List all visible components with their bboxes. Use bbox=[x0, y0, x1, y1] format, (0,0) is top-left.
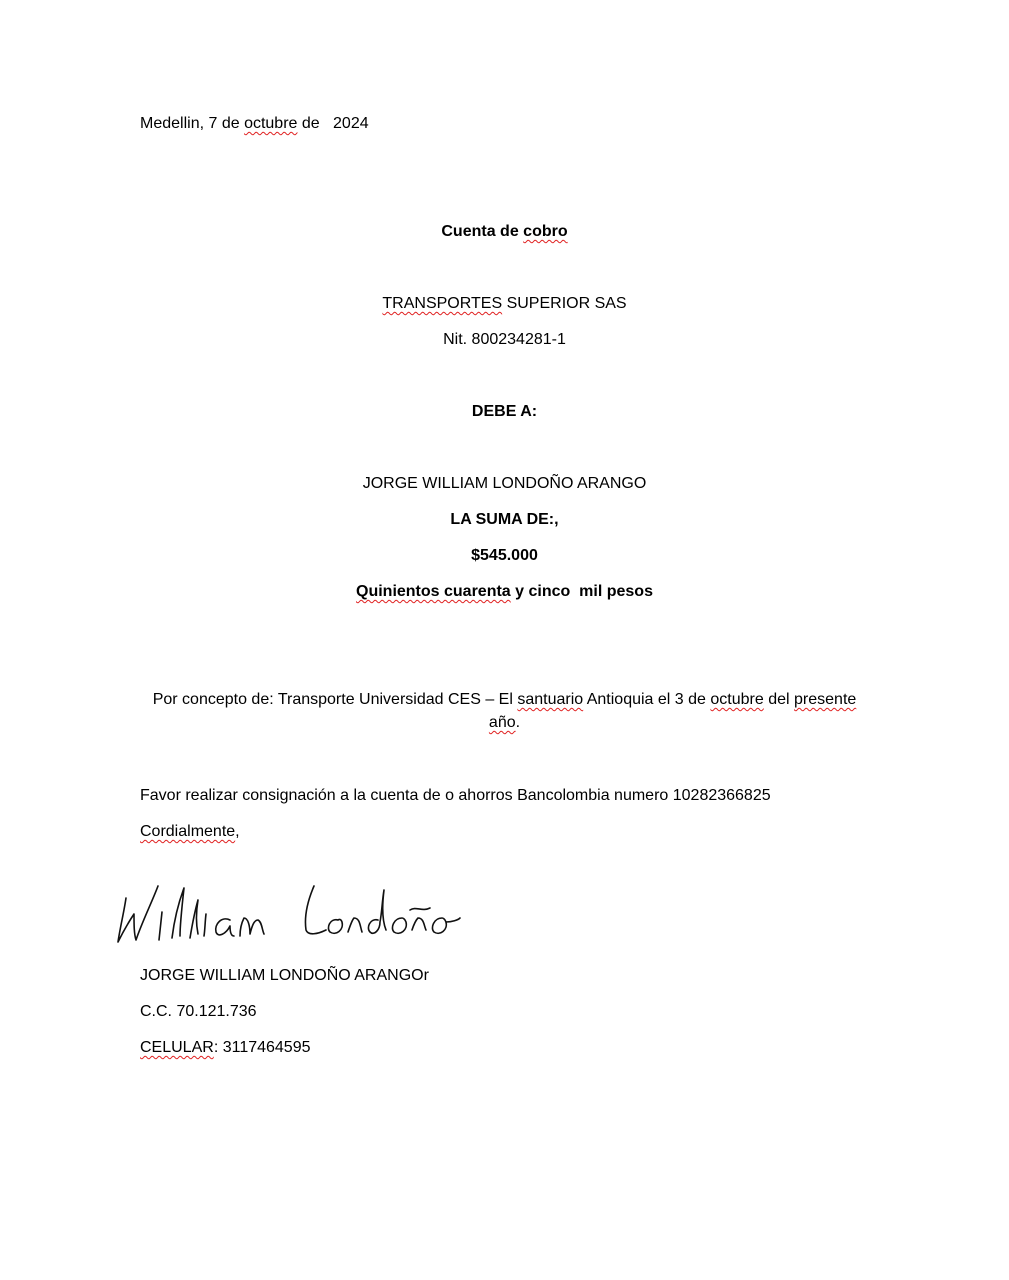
handwritten-signature bbox=[112, 872, 472, 952]
spellcheck-word: cobro bbox=[523, 223, 568, 240]
spellcheck-word: presente bbox=[794, 691, 857, 708]
signer-phone: CELULAR: 3117464595 bbox=[140, 1039, 311, 1056]
suma-label: LA SUMA DE:, bbox=[450, 511, 559, 528]
concept-line-1: Por concepto de: Transporte Universidad CES – El santuario Antioquia el 3 de octubre del presente bbox=[152, 691, 857, 708]
amount-value: $545.000 bbox=[471, 547, 538, 564]
debe-heading: DEBE A: bbox=[471, 403, 538, 420]
payment-instructions: Favor realizar consignación a la cuenta de o ahorros Bancolombia numero 10282366825 bbox=[140, 787, 771, 804]
place-date-line: Medellin, 7 de octubre de 2024 bbox=[140, 115, 369, 132]
creditor-name: JORGE WILLIAM LONDOÑO ARANGO bbox=[362, 475, 647, 492]
spellcheck-word: año bbox=[488, 714, 516, 731]
spellcheck-word: octubre bbox=[244, 115, 298, 132]
closing-line: Cordialmente, bbox=[140, 823, 240, 840]
company-name: TRANSPORTES SUPERIOR SAS bbox=[382, 295, 627, 312]
spellcheck-word: CELULAR bbox=[140, 1039, 214, 1056]
document-title: Cuenta de cobro bbox=[441, 223, 568, 240]
spellcheck-word: Quinientos cuarenta bbox=[356, 583, 511, 600]
company-nit: Nit. 800234281-1 bbox=[443, 331, 566, 348]
signer-id: C.C. 70.121.736 bbox=[140, 1003, 257, 1020]
spellcheck-word: santuario bbox=[517, 691, 584, 708]
spellcheck-word: octubre bbox=[710, 691, 764, 708]
amount-in-words: Quinientos cuarenta y cinco mil pesos bbox=[356, 583, 653, 600]
concept-line-2: año. bbox=[488, 714, 521, 731]
signer-name: JORGE WILLIAM LONDOÑO ARANGOr bbox=[140, 967, 429, 984]
spellcheck-word: Cordialmente bbox=[140, 823, 236, 840]
spellcheck-word: TRANSPORTES bbox=[382, 295, 503, 312]
